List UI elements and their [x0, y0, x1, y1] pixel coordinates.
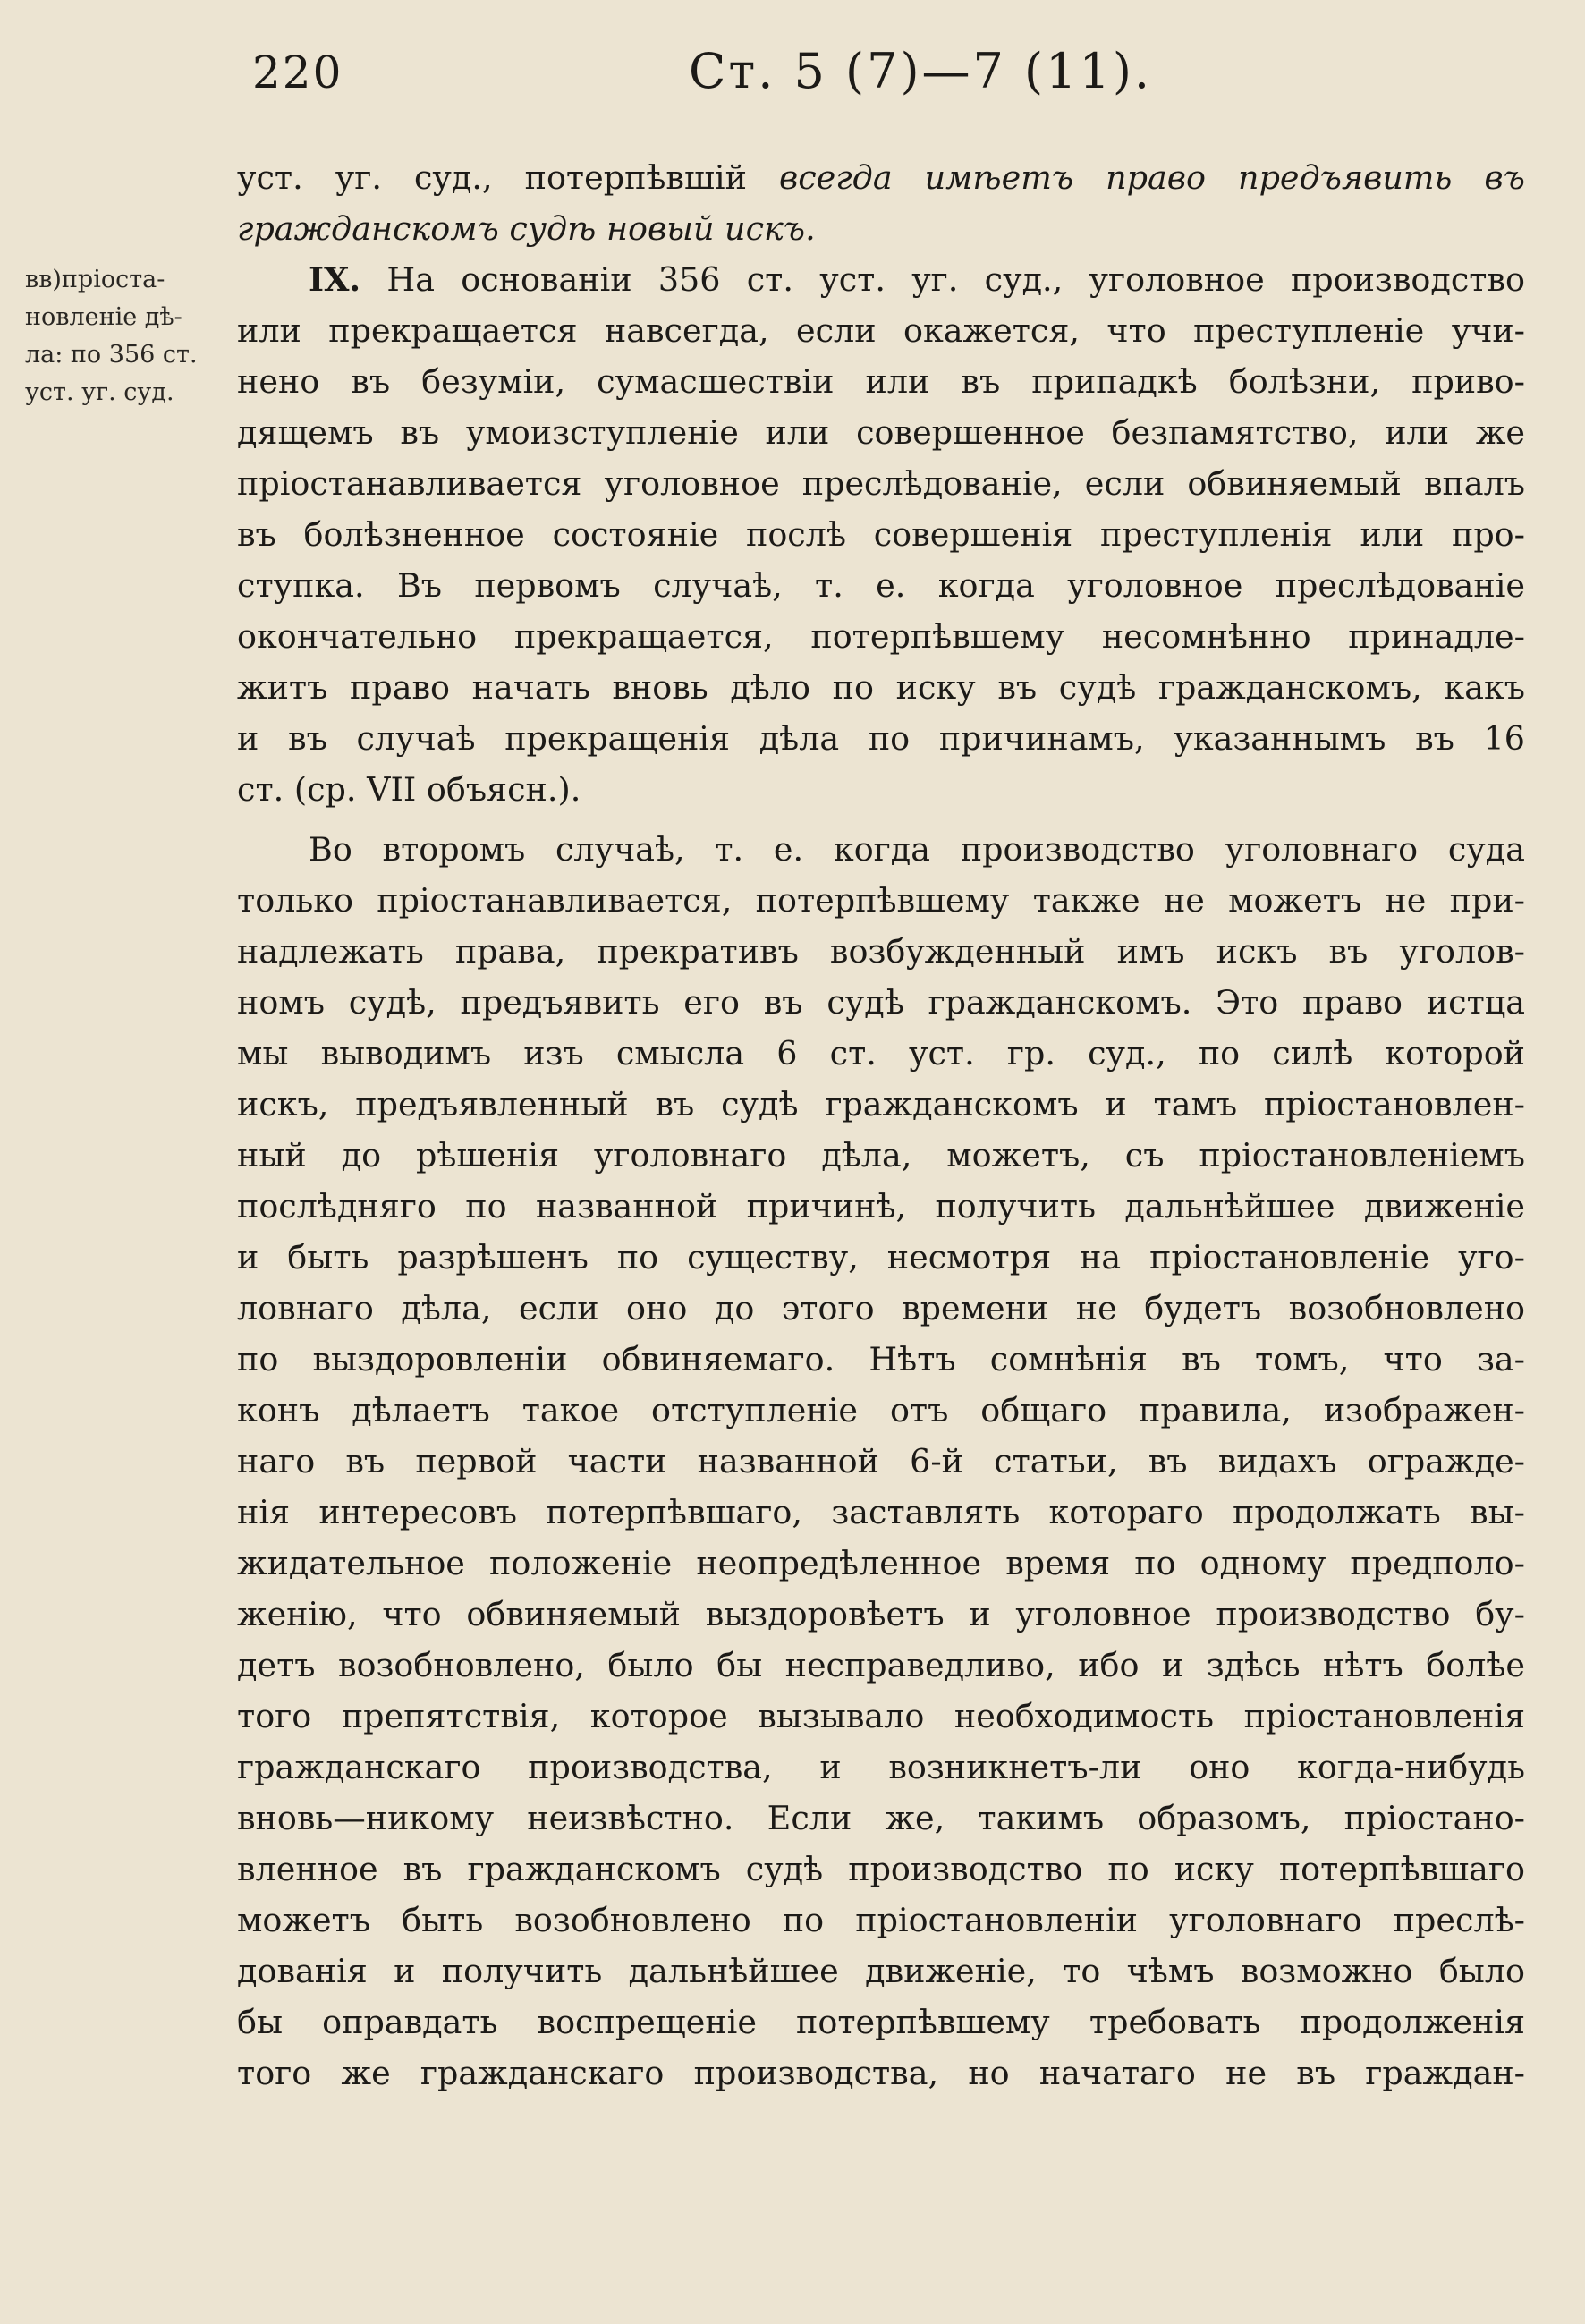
text-line: ловнаго дѣла, если оно до этого времени не будетъ возобновлено — [237, 1289, 1525, 1327]
side-note-line: новленіе дѣ- — [25, 303, 182, 331]
italic-text: всегда имѣетъ право предъявить въ — [778, 158, 1526, 197]
text-line: конъ дѣлаетъ такое отступленіе отъ общаго правила, изображен- — [237, 1391, 1525, 1429]
text-line: вновь—никому неизвѣстно. Если же, такимъ образомъ, пріостано- — [237, 1799, 1525, 1837]
text-line: ный до рѣшенія уголовнаго дѣла, можетъ, съ пріостановленіемъ — [237, 1136, 1525, 1175]
text-line — [237, 152, 1525, 203]
text-line: дящемъ въ умоизступленіе или совершенное безпамятство, или же — [237, 413, 1525, 452]
text-line: детъ возобновлено, было бы несправедливо, ибо и здѣсь нѣтъ болѣе — [237, 1646, 1525, 1684]
text-line: или прекращается навсегда, если окажется, что преступленіе учи- — [237, 311, 1525, 350]
text-line: гражданскомъ судѣ новый искъ. — [237, 209, 816, 248]
text-line: того препятствія, которое вызывало необходимость пріостановленія — [237, 1697, 1525, 1735]
text-line: можетъ быть возобновлено по пріостановленіи уголовнаго преслѣ- — [237, 1901, 1525, 1939]
section-number: IX. — [309, 260, 361, 299]
text-line: въ болѣзненное состояніе послѣ совершенія преступленія или про- — [237, 515, 1525, 554]
text-line: нено въ безуміи, сумасшествіи или въ припадкѣ болѣзни, приво- — [237, 362, 1525, 401]
text-line: дованія и получить дальнѣйшее движеніе, то чѣмъ возможно было — [237, 1952, 1525, 1990]
text-line: искъ, предъявленный въ судѣ гражданскомъ и тамъ пріостановлен- — [237, 1085, 1525, 1124]
text-line: мы выводимъ изъ смысла 6 ст. уст. гр. суд., по силѣ которой — [237, 1034, 1525, 1073]
text-line: ступка. Въ первомъ случаѣ, т. е. когда уголовное преслѣдованіе — [237, 566, 1525, 605]
text-line: вленное въ гражданскомъ судѣ производство по иску потерпѣвшаго — [237, 1850, 1525, 1888]
text-line: окончательно прекращается, потерпѣвшему несомнѣнно принадле- — [237, 617, 1525, 656]
text-line: жидательное положеніе неопредѣленное время по одному предполо- — [237, 1544, 1525, 1582]
running-head: Ст. 5 (7)—7 (11). — [689, 43, 1153, 99]
text-line: бы оправдать воспрещеніе потерпѣвшему требовать продолженія — [237, 2003, 1525, 2041]
text-line: и въ случаѣ прекращенія дѣла по причинамъ, указаннымъ въ 16 — [237, 719, 1525, 758]
text-run: уст. уг. суд., потерпѣвшій — [237, 158, 779, 197]
side-note-line: ла: по 356 ст. — [25, 341, 198, 369]
text-line: по выздоровленіи обвиняемаго. Нѣтъ сомнѣнія въ томъ, что за- — [237, 1340, 1525, 1378]
text-line: ст. (ср. VII объясн.). — [237, 770, 581, 809]
text-line: житъ право начать вновь дѣло по иску въ судѣ гражданскомъ, какъ — [237, 668, 1525, 707]
text-line: и быть разрѣшенъ по существу, несмотря на пріостановленіе уго- — [237, 1238, 1525, 1277]
text-line: наго въ первой части названной 6-й статьи, въ видахъ огражде- — [237, 1442, 1525, 1480]
text-block — [237, 152, 1525, 2099]
side-note-line: вв)пріоста- — [25, 266, 165, 293]
page-number: 220 — [252, 47, 343, 98]
text-line: гражданскаго производства, и возникнетъ-ли оно когда-нибудь — [237, 1748, 1525, 1786]
text-line: того же гражданскаго производства, но начатаго не въ граждан- — [237, 2054, 1525, 2092]
text-line: только пріостанавливается, потерпѣвшему также не можетъ не при- — [237, 881, 1525, 920]
text-line: надлежать права, прекративъ возбужденный имъ искъ въ уголов- — [237, 932, 1525, 971]
text-line: женію, что обвиняемый выздоровѣетъ и уголовное производство бу- — [237, 1595, 1525, 1633]
text-line: послѣдняго по названной причинѣ, получить дальнѣйшее движеніе — [237, 1187, 1525, 1226]
text-line: номъ судѣ, предъявить его въ судѣ гражданскомъ. Это право истца — [237, 983, 1525, 1022]
text-run: На основаніи 356 ст. уст. уг. суд., уголовное производство — [360, 260, 1525, 299]
text-line: пріостанавливается уголовное преслѣдованіе, если обвиняемый впалъ — [237, 464, 1525, 503]
side-note — [25, 261, 240, 411]
text-line: нія интересовъ потерпѣвшаго, заставлять котораго продолжать вы- — [237, 1493, 1525, 1531]
side-note-line: уст. уг. суд. — [25, 378, 174, 406]
text-line: Во второмъ случаѣ, т. е. когда производство уголовнаго суда — [309, 830, 1525, 869]
text-line — [237, 254, 1525, 305]
